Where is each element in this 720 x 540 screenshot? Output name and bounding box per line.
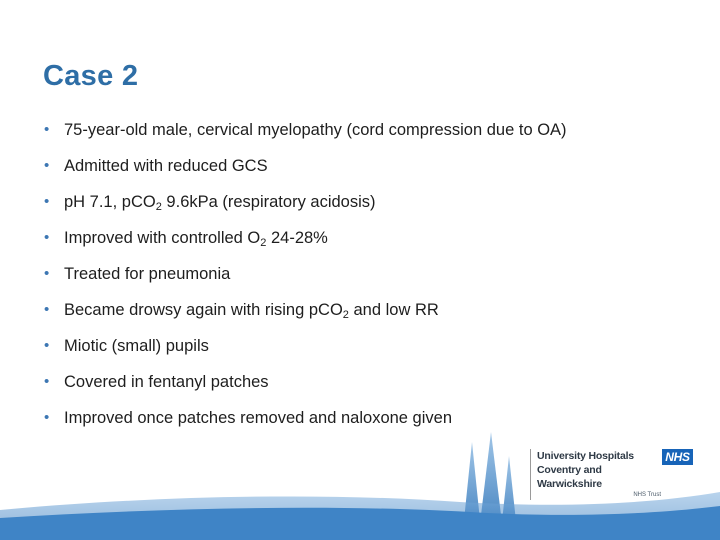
bullet-dot-icon: •: [44, 193, 50, 210]
bullet-dot-icon: •: [44, 409, 50, 426]
bullet-dot-icon: •: [44, 265, 50, 282]
bullet-text: [64, 260, 230, 288]
bullet-text: [64, 116, 567, 144]
text-segment: Improved with controlled O: [64, 229, 261, 247]
bullet-list: [44, 116, 684, 440]
slide-title: Case 2: [43, 60, 139, 92]
text-segment: Miotic (small) pupils: [64, 337, 209, 355]
bullet-item: [44, 260, 684, 296]
subscript-text: 2: [260, 237, 267, 249]
bullet-text: [64, 188, 376, 221]
bullet-item: [44, 188, 684, 224]
text-segment: Covered in fentanyl patches: [64, 373, 269, 391]
text-segment: pH 7.1, pCO: [64, 193, 156, 211]
bullet-text: [64, 368, 269, 396]
bullet-item: [44, 152, 684, 188]
text-segment: Admitted with reduced GCS: [64, 157, 268, 175]
logo-line-1: University Hospitals: [537, 450, 634, 462]
bullet-text: [64, 152, 268, 180]
text-segment: 9.6kPa (respiratory acidosis): [161, 193, 376, 211]
bullet-text: [64, 296, 439, 329]
bullet-item: [44, 116, 684, 152]
subscript-text: 2: [342, 309, 349, 321]
bullet-dot-icon: •: [44, 301, 50, 318]
logo-line-2: Coventry and Warwickshire: [537, 464, 602, 490]
bullet-item: [44, 296, 684, 332]
logo-line-3: NHS Trust: [633, 492, 661, 498]
text-segment: Improved once patches removed and naloxone given: [64, 409, 452, 427]
bullet-item: [44, 332, 684, 368]
subscript-text: 2: [155, 201, 162, 213]
bullet-dot-icon: •: [44, 373, 50, 390]
bullet-dot-icon: •: [44, 337, 50, 354]
text-segment: Became drowsy again with rising pCO: [64, 301, 343, 319]
bullet-dot-icon: •: [44, 121, 50, 138]
text-segment: 75-year-old male, cervical myelopathy (cord compression due to OA): [64, 121, 567, 139]
text-segment: 24-28%: [266, 229, 328, 247]
bullet-item: [44, 368, 684, 404]
trust-logo: [530, 449, 667, 500]
bullet-item: [44, 224, 684, 260]
nhs-badge: NHS: [662, 449, 693, 465]
bullet-text: [64, 332, 209, 360]
text-segment: Treated for pneumonia: [64, 265, 231, 283]
bullet-dot-icon: •: [44, 229, 50, 246]
bullet-text: [64, 404, 452, 432]
bullet-text: [64, 224, 328, 257]
text-segment: and low RR: [348, 301, 439, 319]
bullet-dot-icon: •: [44, 157, 50, 174]
